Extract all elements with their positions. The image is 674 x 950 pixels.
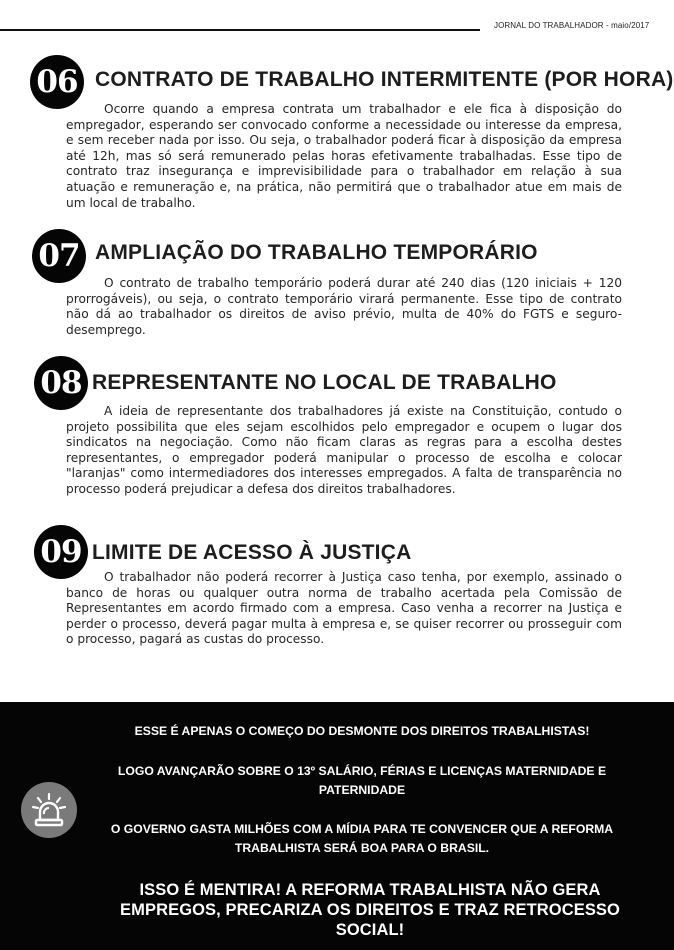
footer-line-1: ESSE É APENAS O COMEÇO DO DESMONTE DOS DIREITOS TRABALHISTAS! — [134, 724, 590, 738]
section-body-text: Ocorre quando a empresa contrata um trabalhador e ele fica à disposição do empregador, esperando ser convocado conforme a necessidade ou interesse da empresa, e sem receber nada por isso. Ou seja, o trabalhador poderá ficar à disposição da empresa até 12h, mas só será remunerado pelas horas efetivamente trabalhadas. Esse tipo de contrato traz insegurança e imprevisibilidade para o trabalhador em relação à sua atuação e remuneração e, na prática, não permitirá que o trabalhador atue em mais de um local de trabalho. — [66, 102, 622, 210]
footer-banner — [0, 702, 674, 950]
alarm-siren-graphic — [29, 790, 69, 830]
section-title: CONTRATO DE TRABALHO INTERMITENTE (POR HORA) — [95, 68, 674, 91]
section-body — [66, 570, 622, 648]
section-body-text: O trabalhador não poderá recorrer à Justiça caso tenha, por exemplo, assinado o banco de horas ou qualquer outra norma de trabalho acertada pela Comissão de Representantes em acordo firmado com a empresa. Caso venha a recorrer na Justiça e perder o processo, deverá pagar multa à empresa e, se quiser recorrer ou prosseguir com o processo, pagará as custas do processo. — [66, 570, 622, 647]
section-title: REPRESENTANTE NO LOCAL DE TRABALHO — [92, 371, 557, 394]
section-number-badge: 09 — [34, 525, 88, 579]
section-number-badge: 06 — [30, 55, 84, 109]
section-number-badge: 07 — [32, 229, 86, 283]
footer-line-4: ISSO É MENTIRA! A REFORMA TRABALHISTA NÃO GERA EMPREGOS, PRECARIZA OS DIREITOS E TRAZ RETROCESSO SOCIAL! — [120, 881, 620, 939]
section-number-badge: 08 — [34, 356, 88, 410]
section-body-text: A ideia de representante dos trabalhadores já existe na Constituição, contudo o projeto possibilita que eles sejam escolhidos pelo empregador e ocupem o lugar dos sindicatos na negociação. Como não ficam claras as regras para a escolha destes representantes, o empregador poderá manipular o processo de escolha e colocar "laranjas" como intermediadores dos interesses empregados. A falta de transparência no processo poderá prejudicar a defesa dos direitos trabalhadores. — [66, 404, 622, 496]
section-body — [66, 404, 622, 498]
section-title: AMPLIAÇÃO DO TRABALHO TEMPORÁRIO — [95, 241, 538, 264]
section-body — [66, 102, 622, 211]
section-body-text: O contrato de trabalho temporário poderá durar até 240 dias (120 iniciais + 120 prorrogáveis), ou seja, o contrato temporário virará permanente. Esse tipo de contrato não dá ao trabalhador os direitos de aviso prévio, multa de 40% do FGTS e seguro-desemprego. — [66, 276, 622, 337]
publication-header: JORNAL DO TRABALHADOR - maio/2017 — [494, 21, 650, 30]
alarm-siren-icon — [21, 782, 77, 838]
footer-line-2: LOGO AVANÇARÃO SOBRE O 13º SALÁRIO, FÉRIAS E LICENÇAS MATERNIDADE E PATERNIDADE — [117, 764, 607, 797]
header-rule — [0, 29, 480, 31]
section-title: LIMITE DE ACESSO À JUSTIÇA — [92, 541, 412, 564]
footer-line-3: O GOVERNO GASTA MILHÕES COM A MÍDIA PARA TE CONVENCER QUE A REFORMA TRABALHISTA SERÁ BOA PARA O BRASIL. — [110, 822, 614, 855]
section-body — [66, 276, 622, 338]
